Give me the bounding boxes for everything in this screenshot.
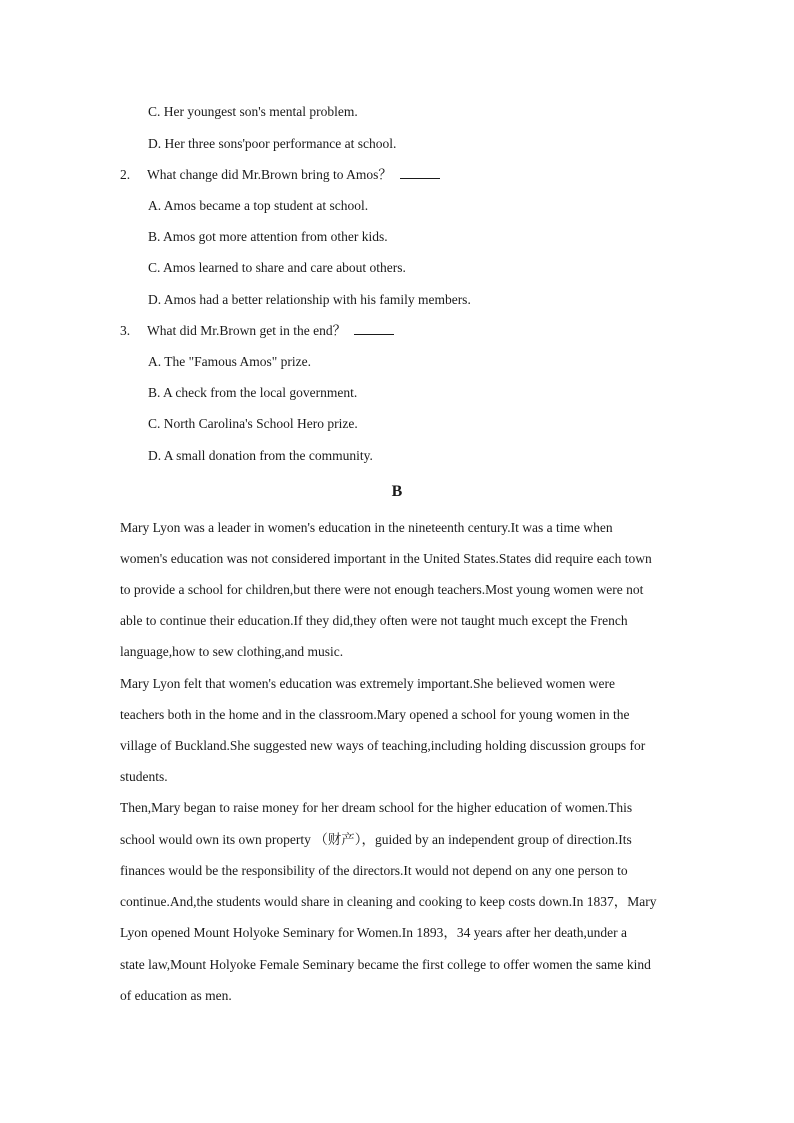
passage-line: Mary Lyon felt that women's education was extremely important.She believed women were [120, 676, 616, 691]
question-3 [120, 322, 394, 339]
passage-line: teachers both in the home and in the classroom.Mary opened a school for young women in the [120, 707, 630, 722]
passage-line: finances would be the responsibility of the directors.It would not depend on any one person to [120, 863, 628, 878]
passage-line: of education as men. [120, 988, 232, 1003]
passage-line: to provide a school for children,but there were not enough teachers.Most young women were not [120, 582, 644, 597]
passage-line: able to continue their education.If they did,they often were not taught much except the French [120, 613, 628, 628]
section-title: B [391, 483, 403, 500]
q1-option-d: D. Her three sons'poor performance at school. [148, 136, 397, 151]
passage-line: Mary Lyon was a leader in women's education in the nineteenth century.It was a time when [120, 520, 613, 535]
passage-line: Lyon opened Mount Holyoke Seminary for Women.In 1893，34 years after her death,under a [120, 925, 628, 940]
question-3-text: What did Mr.Brown get in the end？ [147, 323, 347, 338]
q1-option-c: C. Her youngest son's mental problem. [148, 104, 358, 119]
q3-option-d: D. A small donation from the community. [148, 448, 373, 463]
q3-option-a: A. The "Famous Amos" prize. [148, 354, 312, 369]
q2-option-c: C. Amos learned to share and care about others. [148, 260, 406, 275]
passage-line: Then,Mary began to raise money for her dream school for the higher education of women.This [120, 800, 633, 815]
passage-line: women's education was not considered important in the United States.States did require each town [120, 551, 652, 566]
q3-option-c: C. North Carolina's School Hero prize. [148, 416, 358, 431]
question-2 [120, 166, 440, 183]
question-2-number: 2. [120, 167, 131, 182]
passage-line: state law,Mount Holyoke Female Seminary became the first college to offer women the same kind [120, 957, 651, 972]
question-2-text: What change did Mr.Brown bring to Amos？ [147, 167, 392, 182]
passage-line: continue.And,the students would share in cleaning and cooking to keep costs down.In 1837，Mary [120, 894, 657, 909]
q2-option-b: B. Amos got more attention from other kids. [148, 229, 388, 244]
q2-option-d: D. Amos had a better relationship with his family members. [148, 292, 471, 307]
passage-line: language,how to sew clothing,and music. [120, 644, 344, 659]
question-3-number: 3. [120, 323, 131, 338]
q2-option-a: A. Amos became a top student at school. [148, 198, 369, 213]
passage-line: school would own its own property （财产），guided by an independent group of direction.Its [120, 832, 632, 847]
q3-option-b: B. A check from the local government. [148, 385, 358, 400]
passage-line: students. [120, 769, 168, 784]
passage-line: village of Buckland.She suggested new ways of teaching,including holding discussion groups for [120, 738, 646, 753]
answer-blank [354, 322, 394, 335]
answer-blank [400, 166, 440, 179]
